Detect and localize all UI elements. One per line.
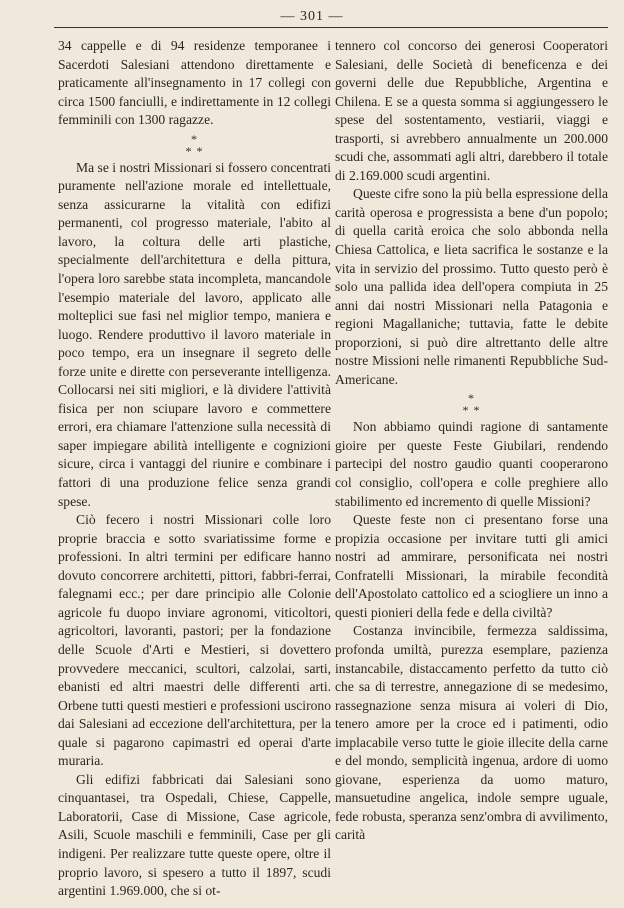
asterism-bottom: * * [462, 403, 481, 418]
asterism-top: * [468, 391, 475, 406]
header-rule [54, 27, 608, 28]
asterism-top: * [191, 131, 198, 146]
paragraph: Ciò fecero i nostri Missionari colle loro proprie braccia e sotto svariatissime forme e professioni. In altri termini per edificare hanno dovuto concorrere architetti, pittori, fabbri-ferrai, falegnami ecc.; per dare principio alle Colonie agricole fu duopo inviare agronomi, viticoltori, agricoltori, lavoranti, pastori; per la fondazione delle Scuole d'Arti e Mestieri, si dovettero provvedere meccanici, scultori, calzolai, sarti, ebanisti ed altri maestri delle differenti arti. Orbene tutti questi mestieri e professioni uscirono dai Salesiani ad eccezione dell'architettura, per la quale si pagarono capimastri ed operai d'arte muraria. [58, 512, 331, 769]
paragraph: Gli edifizi fabbricati dai Salesiani sono cinquantasei, tra Ospedali, Chiese, Cappelle, Laboratorii, Case di Missione, Case agricole, Asili, Scuole maschili e femminili, Case per gli indigeni. Per realizzare tutte queste opere, oltre il proprio lavoro, si spesero a tutto il 1897, scudi argentini 1.969.000, che si ot- [58, 771, 331, 899]
paragraph: Queste feste non ci presentano forse una propizia occasione per invitare tutti gli amici nostri ad ammirare, personificata nei nostri Confratelli Missionari, la mirabile fecondità dell'Apostolato cattolico ed a sciogliere un inno a questi pionieri della fede e della civiltà? [335, 512, 608, 620]
paragraph: Costanza invincibile, fermezza saldissima, profonda umiltà, purezza esemplare, pazienza instancabile, distaccamento perfetto da tutto ciò che sa di terrestre, annegazione di se medesimo, rassegnazione senza misura ai voleri di Dio, tenero amore per la croce ed i patimenti, odio implacabile verso tutte le gioie illecite della carne e del mondo, semplicità ingenua, ardore di uomo giovane, esperienza da uomo maturo, mansuetudine angelica, indole sempre uguale, fede robusta, speranza senz'ombra di avvilimento, carità [335, 623, 608, 843]
asterism-bottom: * * [185, 143, 204, 158]
section-separator [58, 133, 331, 157]
paragraph: Queste cifre sono la più bella espressione della carità operosa e progressista a bene d'un popolo; di quella carità eroica che solo abbonda nella Chiesa Cattolica, e lieta sacrifica le sostanze e la vita in servizio del prossimo. Tutto questo però è solo una pallida idea dell'opera compiuta in 25 anni dai nostri Missionari nella Patagonia e regioni Magallaniche; tuttavia, fatte le debite proporzioni, si può dire altrettanto delle altre nostre Missioni nelle rimanenti Repubbliche Sud-Americane. [335, 186, 608, 387]
left-column [58, 37, 331, 901]
paragraph: 34 cappelle e di 94 residenze temporanee i Sacerdoti Salesiani attendono direttamente e praticamente all'insegnamento in 17 collegi con circa 1500 fanciulli, e indirettamente in 12 collegi femminili con 1300 ragazze. [58, 38, 331, 128]
paragraph: Ma se i nostri Missionari si fossero concentrati puramente nell'azione morale ed intellettuale, senza assicurarne la vitalità con edifizi permanenti, col progresso materiale, l'abito al lavoro, la coltura delle arti plastiche, specialmente dell'architettura e della pittura, l'opera loro sarebbe stata incompleta, mancandole l'esempio materiale del lavoro, applicato alle molteplici sue fasi nel miglior tempo, maniera e luogo. Rendere produttivo il lavoro materiale in poco tempo, era un insegnare il segreto delle forze unite e dirette con perseverante intelligenza. Collocarsi nei siti migliori, e là dividere l'attività fisica per non sciupare lavoro e commettere errori, era chiamare l'attenzione sulla necessità di saper impiegare abilità intelligente e cognizioni sicure, circa i vantaggi del riunire e combinare i fattori di una produzione felice senza grandi spese. [58, 159, 331, 509]
right-column [335, 37, 608, 845]
paragraph: Non abbiamo quindi ragione di santamente gioire per queste Feste Giubilari, rendendo partecipi del nostro gaudio quanti cooperarono col consiglio, coll'opera e colle preghiere allo stabilimento ed incremento di quelle Missioni? [335, 419, 608, 509]
section-separator [335, 392, 608, 416]
paragraph: tennero col concorso dei generosi Cooperatori Salesiani, delle Società di beneficenza e dei governi delle due Repubbliche, Argentina e Chilena. E se a questa somma si aggiungessero le spese del sostentamento, vestiarii, viaggi e trasporti, si avrebbero annualmente un 200.000 scudi che, assommati agli altri, darebbero il totale di 2.169.000 scudi argentini. [335, 38, 608, 183]
page-number: — 301 — [280, 9, 344, 24]
